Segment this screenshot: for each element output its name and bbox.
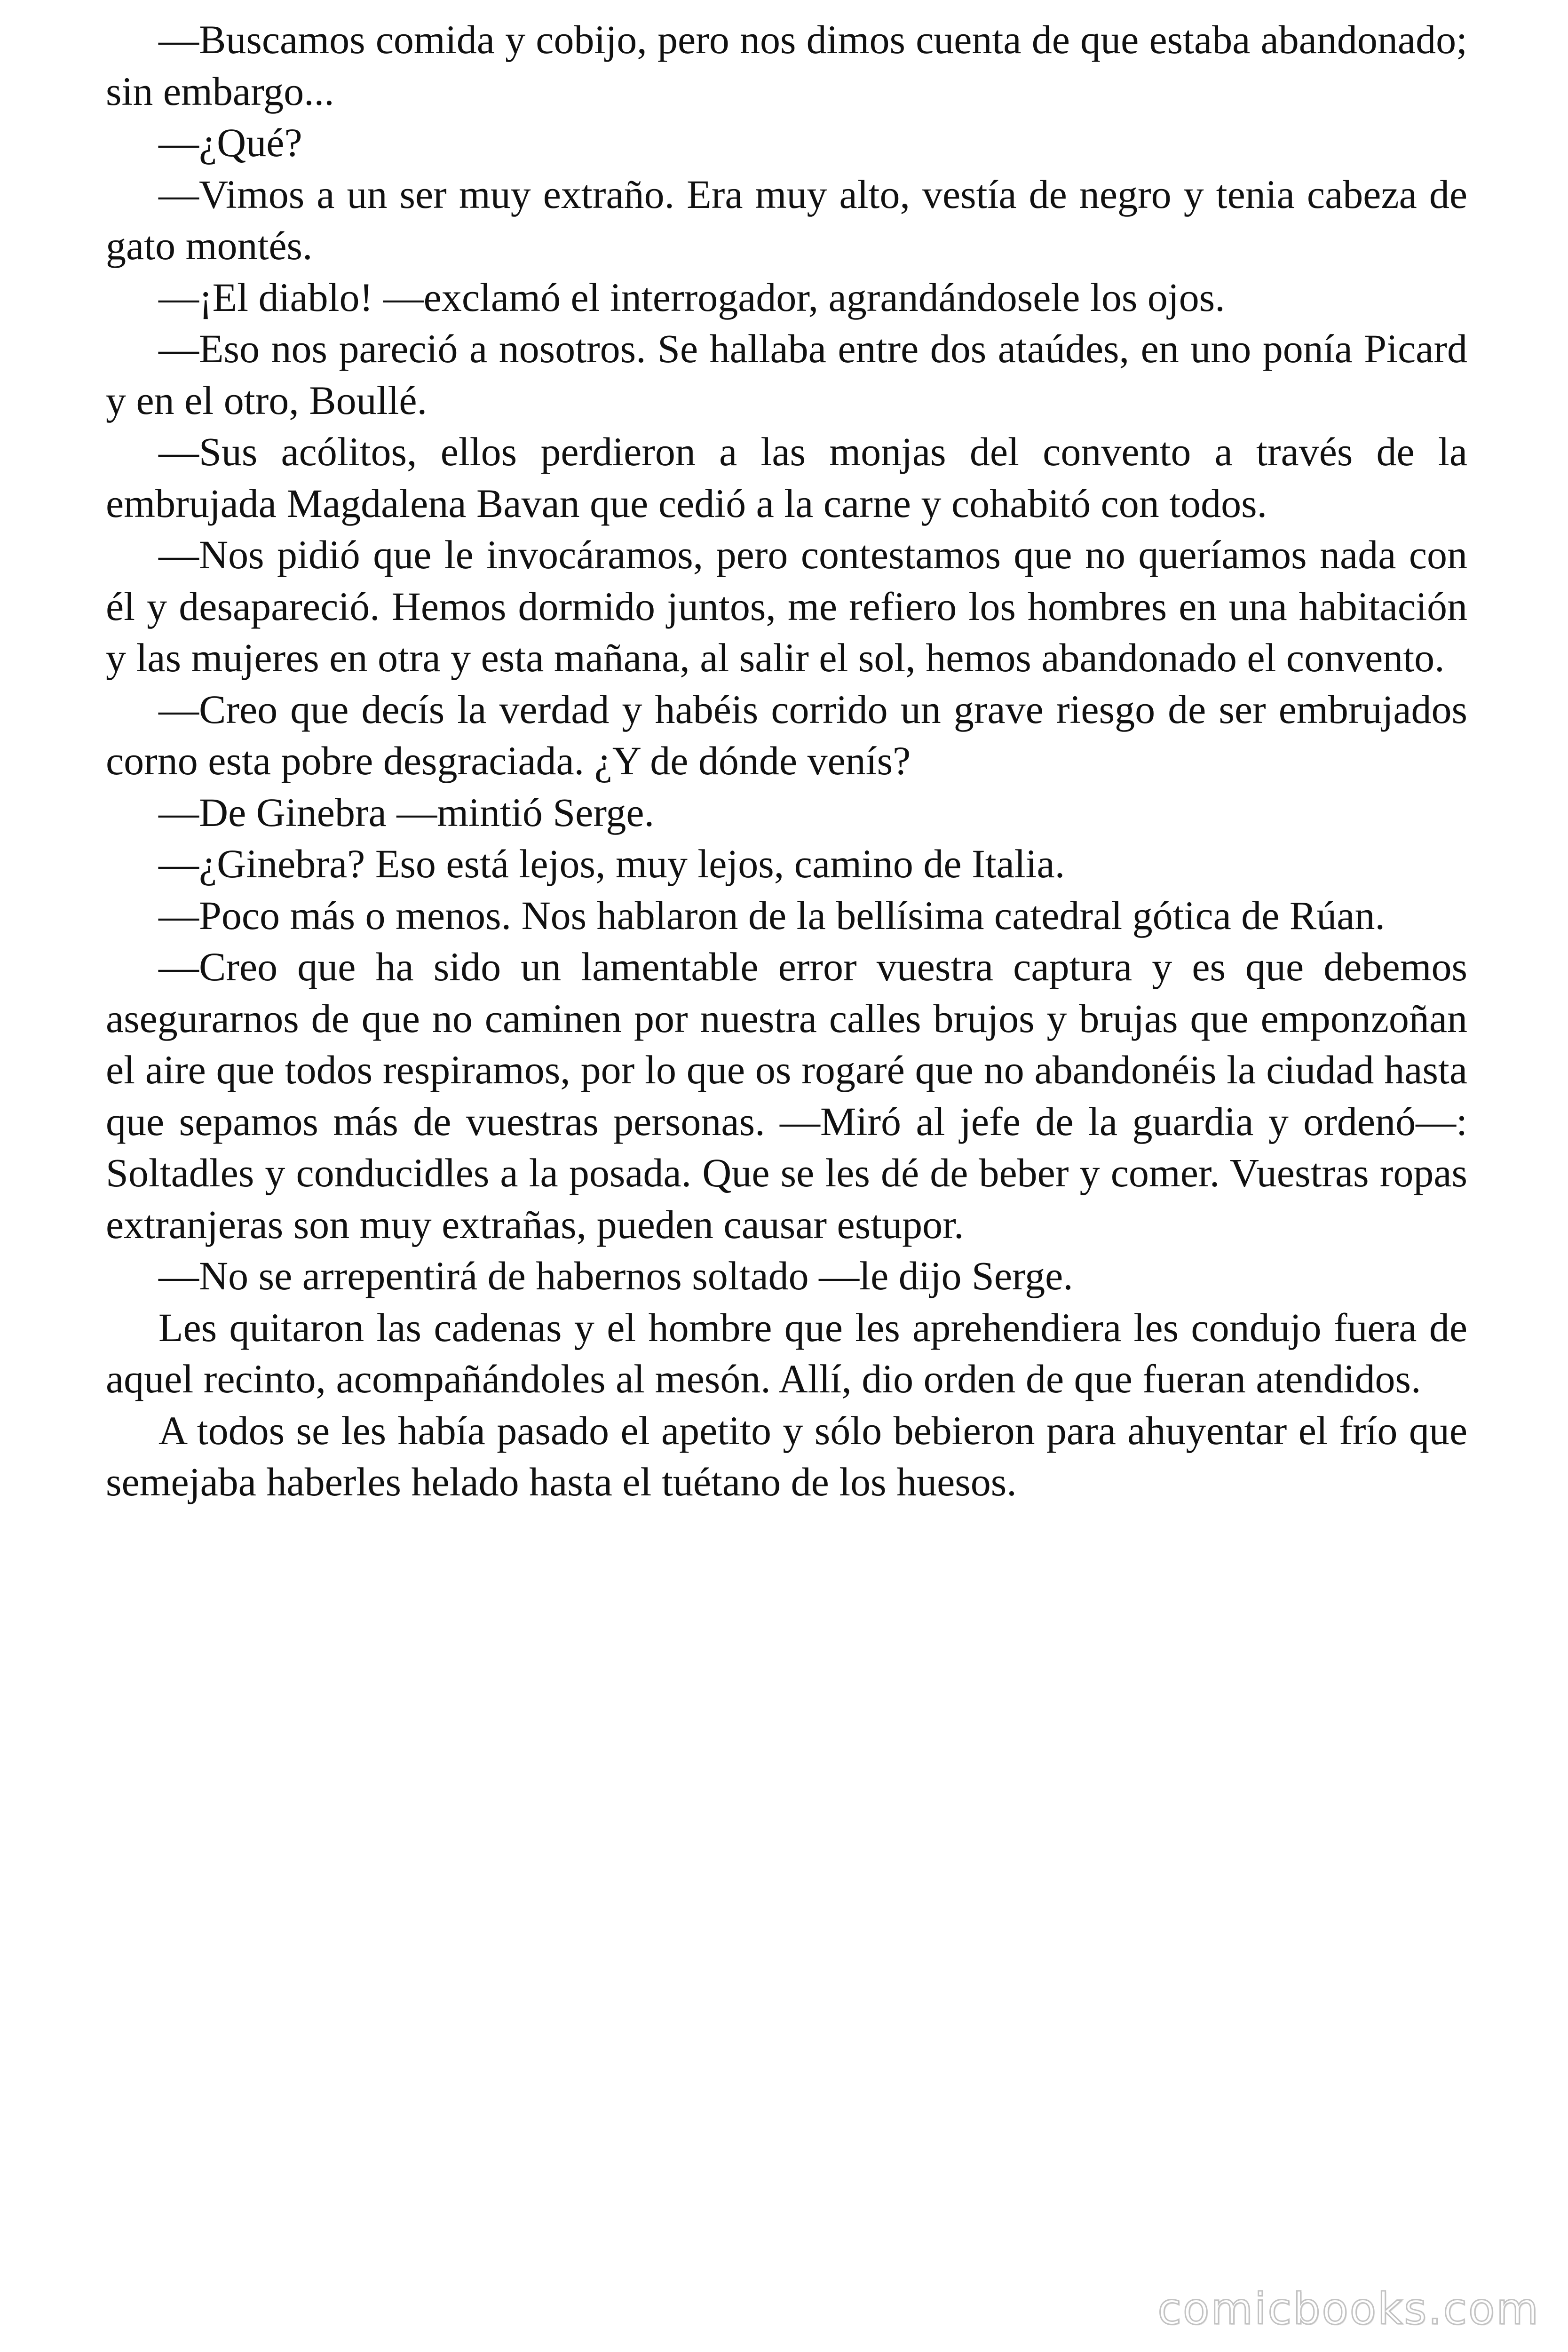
paragraph: —Creo que decís la verdad y habéis corrido un grave riesgo de ser embrujados corno esta pobre desgraciada. ¿Y de dónde venís? [106,686,1467,783]
paragraph: —De Ginebra —mintió Serge. [158,789,655,835]
watermark: comicbooks.com [1157,2284,1540,2334]
paragraph: —¡El diablo! —exclamó el interrogador, agrandándosele los ojos. [158,274,1225,320]
paragraph: —Buscamos comida y cobijo, pero nos dimos cuenta de que estaba abandonado; sin embargo... [106,17,1467,114]
paragraph: —Creo que ha sido un lamentable error vuestra captura y es que debemos asegurarnos de que no caminen por nuestra calles brujos y brujas que emponzoñan el aire que todos respiramos, por lo que os rogaré que no abandonéis la ciudad hasta que sepamos más de vuestras personas. —Miró al jefe de la guardia y ordenó—: Soltadles y conducidles a la posada. Que se les dé de beber y comer. Vuestras ropas extranjeras son muy extrañas, pueden causar estupor. [106,944,1467,1247]
paragraph: —¿Ginebra? Eso está lejos, muy lejos, camino de Italia. [158,841,1065,886]
book-page-text [106,14,1467,1508]
paragraph: A todos se les había pasado el apetito y sólo bebieron para ahuyentar el frío que semejaba haberles helado hasta el tuétano de los huesos. [106,1407,1467,1504]
paragraph: —Vimos a un ser muy extraño. Era muy alto, vestía de negro y tenia cabeza de gato montés. [106,171,1467,268]
paragraph: —¿Qué? [158,120,302,165]
paragraph: Les quitaron las cadenas y el hombre que les aprehendiera les condujo fuera de aquel recinto, acompañándoles al mesón. Allí, dio orden de que fueran atendidos. [106,1304,1467,1401]
paragraph: —Poco más o menos. Nos hablaron de la bellísima catedral gótica de Rúan. [158,892,1385,938]
paragraph: —No se arrepentirá de habernos soltado —le dijo Serge. [158,1253,1073,1298]
paragraph: —Eso nos pareció a nosotros. Se hallaba entre dos ataúdes, en uno ponía Picard y en el otro, Boullé. [106,326,1467,423]
paragraph: —Nos pidió que le invocáramos, pero contestamos que no queríamos nada con él y desapareció. Hemos dormido juntos, me refiero los hombres en una habitación y las mujeres en otra y esta mañana, al salir el sol, hemos abandonado el convento. [106,532,1467,680]
paragraph: —Sus acólitos, ellos perdieron a las monjas del convento a través de la embrujada Magdalena Bavan que cedió a la carne y cohabitó con todos. [106,429,1467,526]
